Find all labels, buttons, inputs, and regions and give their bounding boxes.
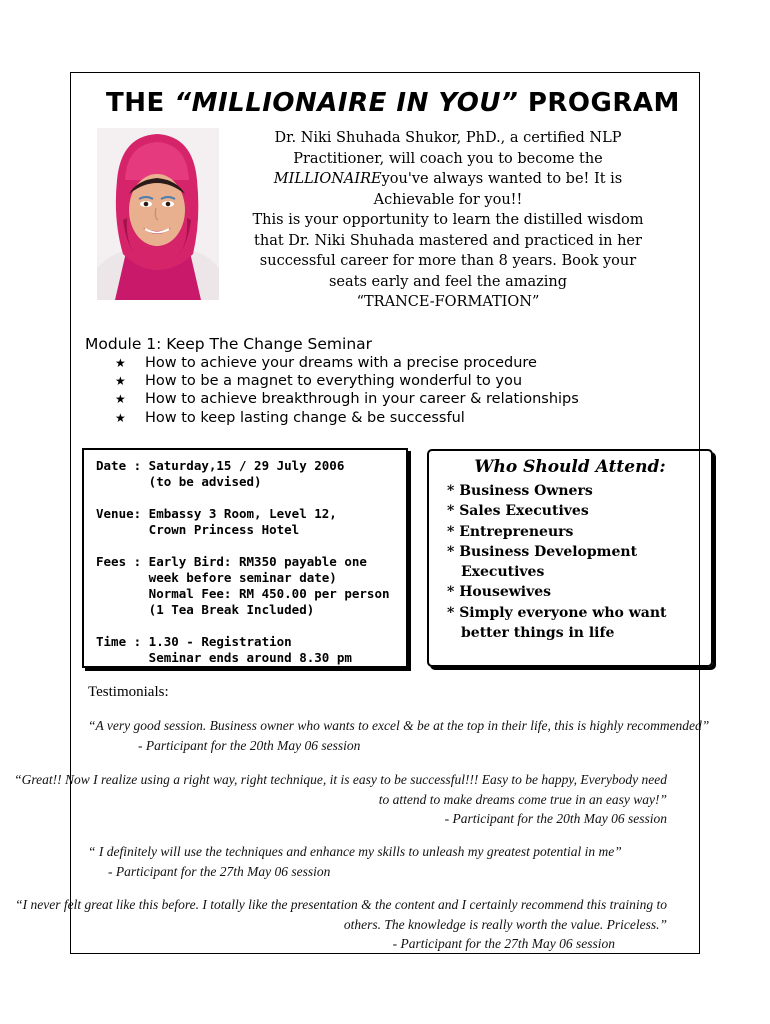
list-item: * Business Owners <box>447 483 593 499</box>
list-item: * Sales Executives <box>447 503 589 520</box>
testimonial-3: “ I definitely will use the techniques and enhance my skills to unleash my greatest potential in me” - Participant for the 27th May 06 session <box>88 844 622 879</box>
star-icon: ★ <box>115 410 126 425</box>
venue-line-2: Crown Princess Hotel <box>96 522 300 537</box>
list-item: ★ How to achieve your dreams with a precise procedure <box>115 355 537 371</box>
list-item: * Simply everyone who want <box>447 604 667 621</box>
list-item: ★ How to be a magnet to everything wonderful to you <box>115 373 523 390</box>
list-item: better things in life <box>461 625 615 642</box>
program-description: Dr. Niki Shuhada Shukor, PhD., a certified NLP Practitioner, will coach you to become the MILLIONAIREyou've always wanted to be! It is Achievable for you!! This is your opportunity to learn the distilled wisdom that Dr. Niki Shuhada mastered and practiced in her successful career for more than 8 years. Book your seats early and feel the amazing “TRANCE-FORMATION” <box>252 130 644 310</box>
fees-line: Fees : Early Bird: RM350 payable one <box>96 554 367 569</box>
list-item: Executives <box>461 564 545 581</box>
star-icon: ★ <box>115 356 126 370</box>
time-line-2: Seminar ends around 8.30 pm <box>96 650 352 665</box>
testimonials-heading: Testimonials: <box>88 684 169 700</box>
module-title: Module 1: Keep The Change Seminar <box>85 335 373 353</box>
attendee-list <box>447 481 667 643</box>
fees-line-4: (1 Tea Break Included) <box>96 602 315 617</box>
list-item: * Business Development <box>447 543 638 560</box>
list-item: ★ How to achieve breakthrough in your career & relationships <box>115 391 579 408</box>
fees-line-3: Normal Fee: RM 450.00 per person <box>96 586 390 601</box>
venue-line: Venue: Embassy 3 Room, Level 12, <box>96 506 337 521</box>
who-should-attend-box <box>427 449 713 667</box>
testimonial-4: “I never felt great like this before. I totally like the presentation & the content and I certainly recommend this training to others. The knowledge is really worth the value. Priceless.” - Participant for the 27th May 06 session <box>15 897 667 951</box>
time-line: Time : 1.30 - Registration <box>96 634 292 649</box>
presenter-photo <box>97 128 219 300</box>
page-title: THE “MILLIONAIRE IN YOU” PROGRAM <box>106 88 680 118</box>
module-points <box>115 354 579 427</box>
attend-heading: Who Should Attend: <box>474 457 666 477</box>
testimonial-2: “Great!! Now I realize using a right way, right technique, it is easy to be successful!!! Easy to be happy, Everybody need to attend to make dreams come true in an easy way!” - Participant for the 20th May 06 session <box>14 772 667 826</box>
event-details-box <box>82 448 408 668</box>
date-line: Date : Saturday,15 / 29 July 2006 <box>96 458 345 473</box>
fees-line-2: week before seminar date) <box>96 570 337 585</box>
star-icon: ★ <box>115 374 126 389</box>
list-item: * Housewives <box>447 584 552 601</box>
date-note: (to be advised) <box>96 474 262 489</box>
star-icon: ★ <box>115 392 126 407</box>
testimonial-1: “A very good session. Business owner who wants to excel & be at the top in their life, this is highly recommended” - Participant for the 20th May 06 session <box>88 718 710 753</box>
emphasis-millionaire: MILLIONAIRE <box>273 171 382 187</box>
list-item: ★ How to keep lasting change & be successful <box>115 409 465 426</box>
list-item: * Entrepreneurs <box>447 523 574 540</box>
